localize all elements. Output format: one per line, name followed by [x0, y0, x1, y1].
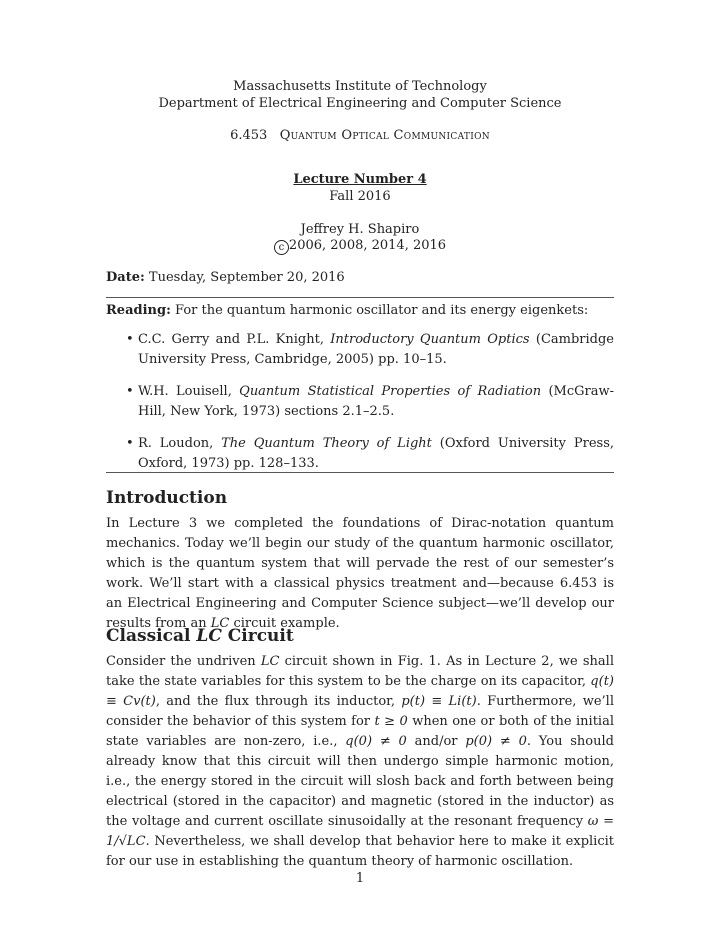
lecture-number: Lecture Number 4 — [293, 172, 427, 187]
reading-list — [106, 330, 614, 474]
bullet-icon: • — [126, 384, 134, 399]
introduction-section — [106, 488, 614, 634]
department-line: Department of Electrical Engineering and Computer Science — [158, 96, 562, 111]
reading-title: The Quantum Theory of Light — [221, 436, 432, 451]
reading-intro: For the quantum harmonic oscillator and its energy eigenkets: — [175, 303, 589, 318]
classical-lc-heading: Classical LC Circuit — [106, 626, 294, 646]
reading-title: Quantum Statistical Properties of Radiation — [239, 384, 542, 399]
course-line — [0, 126, 720, 146]
math-p: p(t) ≡ Li(t) — [401, 694, 477, 709]
reading-label: Reading: — [106, 303, 171, 318]
copyright-icon: c — [274, 240, 289, 255]
course-number: 6.453 — [230, 128, 268, 143]
math-p0: p(0) ≠ 0 — [465, 734, 527, 749]
introduction-paragraph: In Lecture 3 we completed the foundations of Dirac-notation quantum mechanics. Today we’ll begin our study of the quantum harmonic oscillator, which is the quantum system that will pervade the rest of our semester’s work. We’ll start with a classical physics treatment and—because 6.453 is an Electrical Engineering and Computer Science subject—we’ll develop our results from an LC circuit example. — [106, 516, 614, 631]
reading-item: • R. Loudon, The Quantum Theory of Light (Oxford University Press, Oxford, 1973) pp. 128–133. — [126, 436, 614, 471]
bottom-divider — [106, 472, 614, 473]
introduction-heading: Introduction — [106, 488, 228, 508]
term: Fall 2016 — [329, 189, 391, 204]
classical-lc-section — [106, 626, 614, 872]
classical-lc-paragraph: Consider the undriven LC circuit shown in Fig. 1. As in Lecture 2, we shall take the state variables for this system to be the charge on its capacitor, q(t) ≡ Cv(t), and the flux through its inductor, p(t) ≡ Li(t). Furthermore, we’ll consider the behavior of this system for t ≥ 0 when one or both of the initial state variables are non-zero, i.e., q(0) ≠ 0 and/or p(0) ≠ 0. You should already know that this circuit will then undergo simple harmonic motion, i.e., the energy stored in the circuit will slosh back and forth between being electrical (stored in the capacitor) and magnetic (stored in the inductor) as the voltage and current oscillate sinusoidally at the resonant frequency ω = 1/√LC. Nevertheless, we shall develop that behavior here to make it explicit for our use in establishing the quantum theory of harmonic oscillation. — [106, 654, 615, 869]
reading-item: • W.H. Louisell, Quantum Statistical Properties of Radiation (McGraw-Hill, New York, 1973) sections 2.1–2.5. — [126, 384, 614, 419]
page-number: 1 — [355, 871, 365, 886]
bullet-icon: • — [126, 436, 134, 451]
top-divider — [106, 297, 614, 298]
institution-line: Massachusetts Institute of Technology — [233, 79, 487, 94]
math-q: q(t) ≡ Cv(t) — [106, 674, 614, 709]
copyright-line — [0, 236, 720, 256]
date-line — [106, 268, 614, 288]
math-t: t ≥ 0 — [374, 714, 408, 729]
date-label: Date: — [106, 270, 145, 285]
author: Jeffrey H. Shapiro — [300, 222, 420, 237]
math-omega: ω = 1/√LC — [106, 814, 614, 849]
course-title: Quantum Optical Communication — [279, 128, 490, 143]
reading-title: Introductory Quantum Optics — [330, 332, 530, 347]
reading-section — [106, 301, 614, 321]
math-q0: q(0) ≠ 0 — [345, 734, 407, 749]
bullet-icon: • — [126, 332, 134, 347]
date-value: Tuesday, September 20, 2016 — [148, 270, 345, 285]
copyright-years: 2006, 2008, 2014, 2016 — [288, 238, 447, 253]
reading-item: • C.C. Gerry and P.L. Knight, Introductory Quantum Optics (Cambridge University Press, Cambridge, 2005) pp. 10–15. — [126, 332, 615, 367]
